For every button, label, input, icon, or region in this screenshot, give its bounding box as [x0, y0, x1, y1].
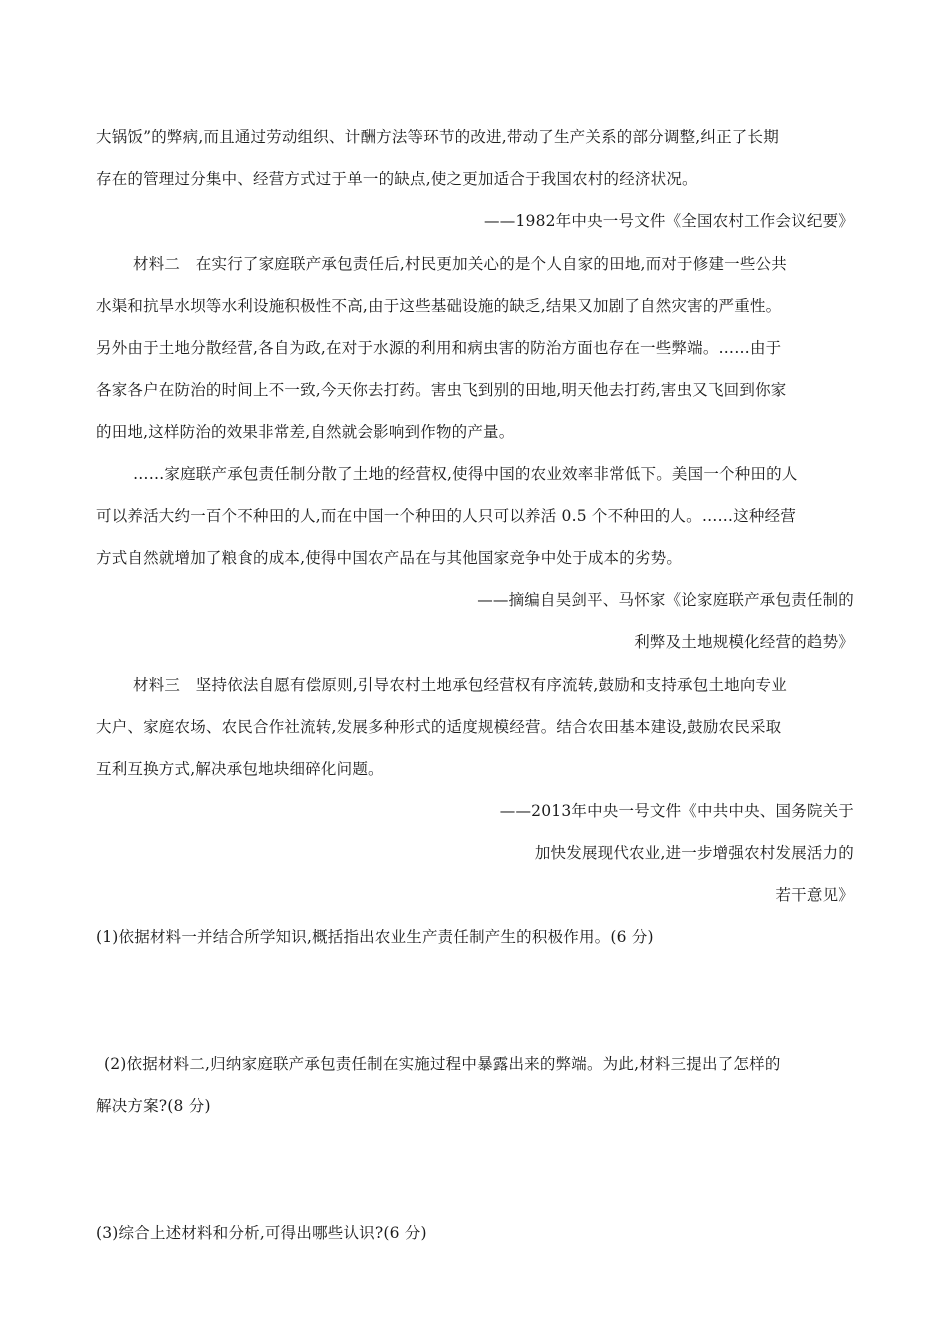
material2-source-line-2: 利弊及土地规模化经营的趋势》	[634, 633, 854, 651]
question-2-line-2: 解决方案?(8 分)	[96, 1097, 211, 1115]
material2-line-5: 的田地,这样防治的效果非常差,自然就会影响到作物的产量。	[96, 423, 515, 441]
material3-source-line-1: ——2013年中央一号文件《中共中央、国务院关于	[499, 802, 854, 820]
material1-line-1: 大锅饭”的弊病,而且通过劳动组织、计酬方法等环节的改进,带动了生产关系的部分调整,纠正了长期	[96, 128, 779, 146]
material2-line-3: 另外由于土地分散经营,各自为政,在对于水源的利用和病虫害的防治方面也存在一些弊端。……由于	[96, 339, 782, 357]
material2-line-8: 方式自然就增加了粮食的成本,使得中国农产品在与其他国家竞争中处于成本的劣势。	[96, 549, 683, 567]
material3-line-1: 材料三 坚持依法自愿有偿原则,引导农村土地承包经营权有序流转,鼓励和支持承包土地向专业	[133, 676, 787, 694]
material2-line-1: 材料二 在实行了家庭联产承包责任后,村民更加关心的是个人自家的田地,而对于修建一些公共	[133, 255, 787, 273]
material3-line-2: 大户、家庭农场、农民合作社流转,发展多种形式的适度规模经营。结合农田基本建设,鼓励农民采取	[96, 718, 782, 736]
material2-line-4: 各家各户在防治的时间上不一致,今天你去打药。害虫飞到别的田地,明天他去打药,害虫又飞回到你家	[96, 381, 787, 399]
material3-source-line-2: 加快发展现代农业,进一步增强农村发展活力的	[534, 844, 854, 862]
material1-source: ——1982年中央一号文件《全国农村工作会议纪要》	[484, 212, 854, 230]
material2-line-2: 水渠和抗旱水坝等水利设施积极性不高,由于这些基础设施的缺乏,结果又加剧了自然灾害的严重性。	[96, 297, 782, 315]
material1-line-2: 存在的管理过分集中、经营方式过于单一的缺点,使之更加适合于我国农村的经济状况。	[96, 170, 698, 188]
question-2-line-1: (2)依据材料二,归纳家庭联产承包责任制在实施过程中暴露出来的弊端。为此,材料三提出了怎样的	[104, 1055, 781, 1073]
material3-line-3: 互利互换方式,解决承包地块细碎化问题。	[96, 760, 384, 778]
material2-source-line-1: ——摘编自吴剑平、马怀家《论家庭联产承包责任制的	[477, 591, 854, 609]
question-3: (3)综合上述材料和分析,可得出哪些认识?(6 分)	[96, 1224, 427, 1242]
material2-line-6: ……家庭联产承包责任制分散了土地的经营权,使得中国的农业效率非常低下。美国一个种田的人	[133, 465, 798, 483]
question-1: (1)依据材料一并结合所学知识,概括指出农业生产责任制产生的积极作用。(6 分)	[96, 928, 654, 946]
material3-source-line-3: 若干意见》	[775, 886, 854, 904]
material2-line-7: 可以养活大约一百个不种田的人,而在中国一个种田的人只可以养活 0.5 个不种田的人。……这种经营	[96, 507, 797, 525]
